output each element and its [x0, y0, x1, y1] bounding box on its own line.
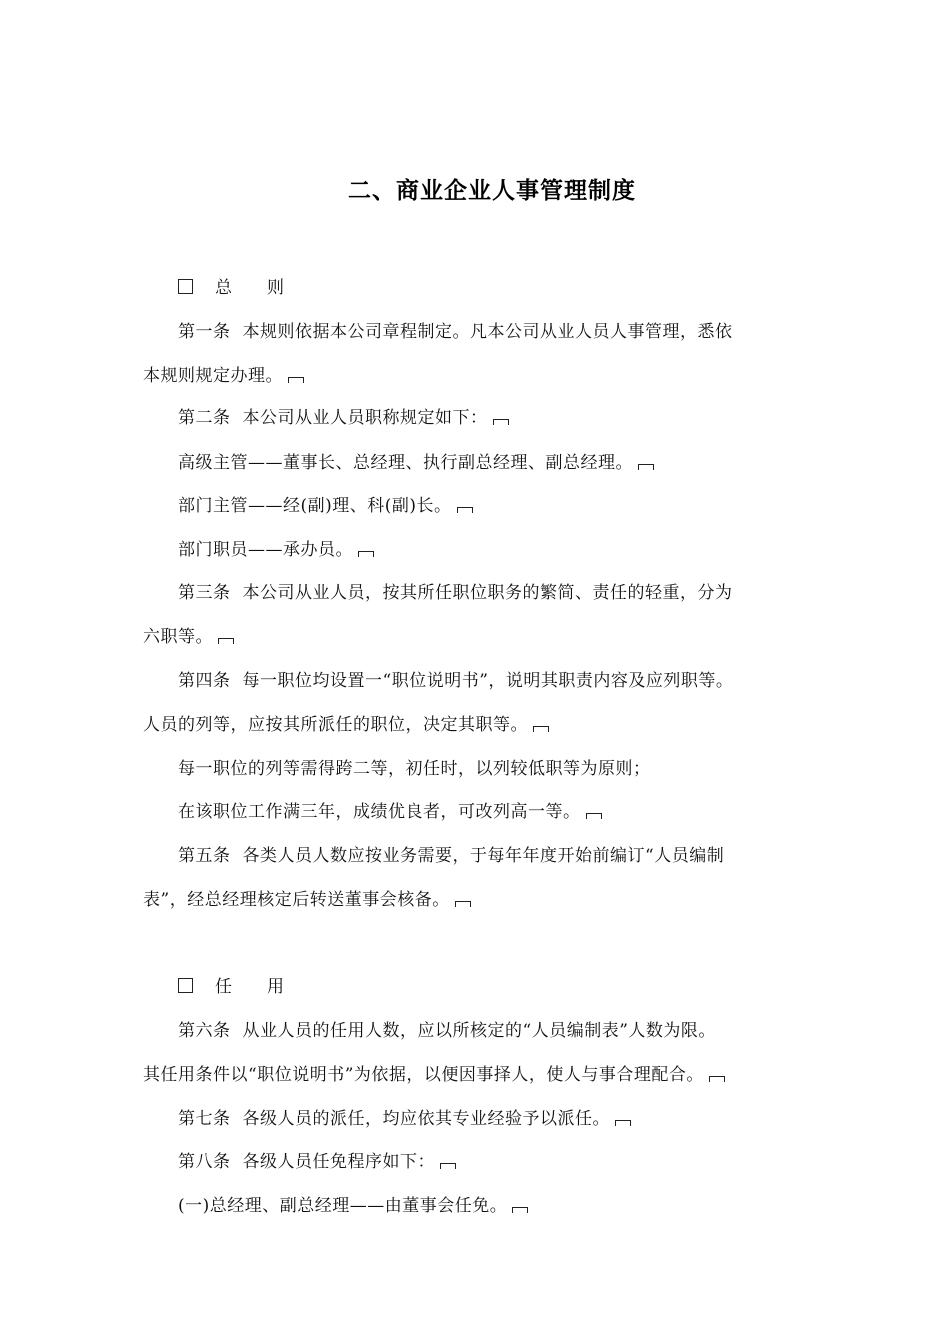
- line-text: 其任用条件以“职位说明书”为依据，以便因事择人，使人与事合理配合。: [143, 1065, 704, 1085]
- article-1-line-1: [178, 320, 733, 344]
- article-label: 第六条: [178, 1021, 231, 1041]
- paragraph-mark-icon: [457, 507, 473, 513]
- paragraph-mark-icon: [533, 726, 549, 732]
- line-text: 本规则规定办理。: [143, 366, 283, 386]
- article-label: 第七条: [178, 1109, 231, 1129]
- line-text: 高级主管——董事长、总经理、执行副总经理、副总经理。: [178, 453, 633, 473]
- document-title: 二、商业企业人事管理制度: [348, 178, 636, 204]
- list-line-senior: [178, 451, 654, 475]
- section-char-1: 总: [215, 278, 232, 298]
- paragraph-mark-icon: [638, 464, 654, 470]
- article-6-line-2: [143, 1063, 725, 1087]
- article-text: 各类人员人数应按业务需要，于每年年度开始前编订“人员编制: [242, 846, 725, 866]
- paragraph-mark-icon: [218, 638, 234, 644]
- line-text: 六职等。: [143, 627, 213, 647]
- paragraph-mark-icon: [586, 813, 602, 819]
- article-label: 第八条: [178, 1152, 231, 1172]
- article-3-line-1: [178, 581, 733, 605]
- article-label: 第一条: [178, 322, 231, 342]
- article-label: 第四条: [178, 671, 231, 691]
- article-4-line-3: [178, 757, 651, 781]
- article-8-item-1: [178, 1194, 528, 1218]
- article-text: 本公司从业人员职称规定如下：: [242, 408, 488, 428]
- article-7-line-1: [178, 1107, 631, 1131]
- paragraph-mark-icon: [358, 551, 374, 557]
- article-3-line-2: [143, 625, 234, 649]
- paragraph-mark-icon: [709, 1076, 725, 1082]
- article-label: 第二条: [178, 408, 231, 428]
- article-text: 本公司从业人员，按其所任职位职务的繁简、责任的轻重，分为: [242, 583, 733, 603]
- paragraph-mark-icon: [493, 419, 509, 425]
- article-8-line-1: [178, 1150, 456, 1174]
- article-text: 各级人员的派任，均应依其专业经验予以派任。: [242, 1109, 610, 1129]
- section-char-2: 则: [267, 278, 284, 298]
- line-text: 在该职位工作满三年，成绩优良者，可改列高一等。: [178, 802, 581, 822]
- paragraph-mark-icon: [440, 1163, 456, 1169]
- article-6-line-1: [178, 1019, 716, 1043]
- line-text: 人员的列等，应按其所派任的职位，决定其职等。: [143, 715, 528, 735]
- article-text: 每一职位均设置一“职位说明书”，说明其职责内容及应列职等。: [242, 671, 734, 691]
- article-1-line-2: [143, 364, 304, 388]
- article-2-line-1: [178, 406, 509, 430]
- line-text: 部门职员——承办员。: [178, 540, 353, 560]
- line-text: 部门主管——经(副)理、科(副)长。: [178, 496, 452, 516]
- paragraph-mark-icon: [288, 377, 304, 383]
- checkbox-square-icon: [178, 978, 193, 993]
- section-heading-appointment: [178, 975, 284, 999]
- list-line-department-staff: [178, 538, 374, 562]
- checkbox-square-icon: [178, 279, 193, 294]
- article-text: 本规则依据本公司章程制定。凡本公司从业人员人事管理，悉依: [242, 322, 733, 342]
- line-text: 表”，经总经理核定后转送董事会核备。: [143, 890, 450, 910]
- article-4-line-1: [178, 669, 733, 693]
- section-char-1: 任: [215, 977, 232, 997]
- article-text: 从业人员的任用人数，应以所核定的“人员编制表”人数为限。: [242, 1021, 716, 1041]
- section-char-2: 用: [267, 977, 284, 997]
- article-label: 第五条: [178, 846, 231, 866]
- line-text: 每一职位的列等需得跨二等，初任时，以列较低职等为原则；: [178, 759, 651, 779]
- line-text: (一)总经理、副总经理——由董事会任免。: [178, 1196, 508, 1216]
- article-5-line-1: [178, 844, 724, 868]
- list-line-department-head: [178, 494, 473, 518]
- article-label: 第三条: [178, 583, 231, 603]
- article-4-line-4: [178, 800, 602, 824]
- paragraph-mark-icon: [455, 901, 471, 907]
- section-heading-general: [178, 276, 284, 300]
- article-text: 各级人员任免程序如下：: [242, 1152, 435, 1172]
- article-4-line-2: [143, 713, 549, 737]
- paragraph-mark-icon: [615, 1120, 631, 1126]
- paragraph-mark-icon: [512, 1207, 528, 1213]
- article-5-line-2: [143, 888, 471, 912]
